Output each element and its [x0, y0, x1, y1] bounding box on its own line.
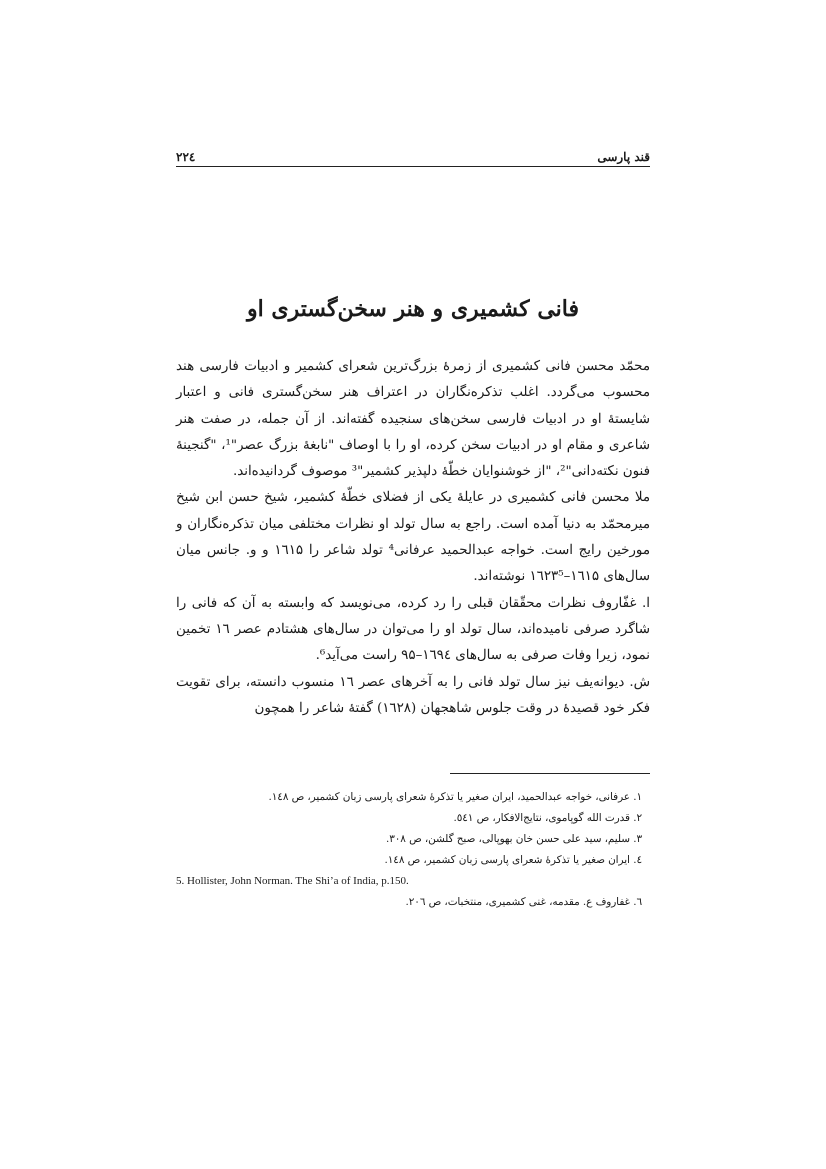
paragraph: محمّد محسن فانی کشمیری از زمرهٔ بزرگ‌ترین شعرای کشمیر و ادبیات فارسی هند محسوب می‌گردد. اغلب تذکره‌نگاران در اعتراف هنر سخن‌گستری فانی و اعتبار شایستهٔ او در ادبیات فارسی سخن‌های سنجیده گفته‌اند. از آن جمله، در صفت هنر شاعری و مقام او در ادبیات سخن کرده، او را با اوصاف "نابغهٔ بزرگ عصر"¹، "گنجینهٔ فنون نکته‌دانی"²، "از خوشنوایان خطّهٔ دلپذیر کشمیر"³ موصوف گردانیده‌اند. — [176, 359, 651, 480]
footnote: ٦. غفاروف ع. مقدمه، غنی کشمیری، منتخبات، ص ۲۰٦. — [405, 896, 642, 908]
paragraph: ملا محسن فانی کشمیری در عایلهٔ یکی از فضلای خطّهٔ کشمیر، شیخ حسن ابن شیخ میرمحمّد به دنیا آمده است. راجع به سال تولد او نظرات مختلفی میان تذکره‌نگاران و مورخین رایج است. خواجه عبدالحمید عرفانی⁴ تولد شاعر را ۱٦۱۵ و و. جانس میان سال‌های ۱٦۱۵–۱٦۲۳⁵ نوشته‌اند. — [176, 490, 650, 585]
footnote: ۱. عرفانی، خواجه عبدالحمید، ایران صغیر یا تذکرهٔ شعرای پارسی زبان کشمیر، ص ۱٤۸. — [268, 791, 642, 803]
running-title: قند پارسی — [597, 150, 650, 164]
footnote: 5. Hollister, John Norman. The Shi’a of India, p.150. — [176, 875, 409, 887]
footnotes — [176, 787, 650, 913]
article-title: فانی کشمیری و هنر سخن‌گستری او — [246, 296, 579, 322]
paragraph: ا. غفّاروف نظرات محقّقان قبلی را رد کرده، می‌نویسد که وابسته به آن که فانی را شاگرد صرفی نامیده‌اند، سال تولد او را می‌توان در سال‌های هشتادم عصر ۱٦ تخمین نمود، زیرا وفات صرفی به سال‌های ۱٦۹٤–۹۵ راست می‌آید⁶. — [176, 595, 650, 664]
article-body — [176, 354, 650, 722]
page-number: ۲۲٤ — [176, 150, 196, 164]
footnote: ۳. سلیم، سید علی حسن خان بهوپالی، صبح گلشن، ص ۳۰۸. — [385, 833, 642, 845]
page-header — [176, 140, 650, 167]
footnote: ۲. قدرت الله گوپاموی، نتایج‌الافکار، ص ٥٤۱. — [453, 812, 642, 824]
footnote-separator — [450, 773, 650, 774]
paragraph: ش. دیوانه‌یف نیز سال تولد فانی را به آخرهای عصر ۱٦ منسوب دانسته، برای تقویت فکر خود قصیدهٔ در وقت جلوس شاهجهان (۱٦۲۸) گفتهٔ شاعر را همچون — [176, 674, 651, 716]
footnote: ٤. ایران صغیر یا تذکرهٔ شعرای پارسی زبان کشمیر، ص ۱٤۸. — [384, 854, 642, 866]
